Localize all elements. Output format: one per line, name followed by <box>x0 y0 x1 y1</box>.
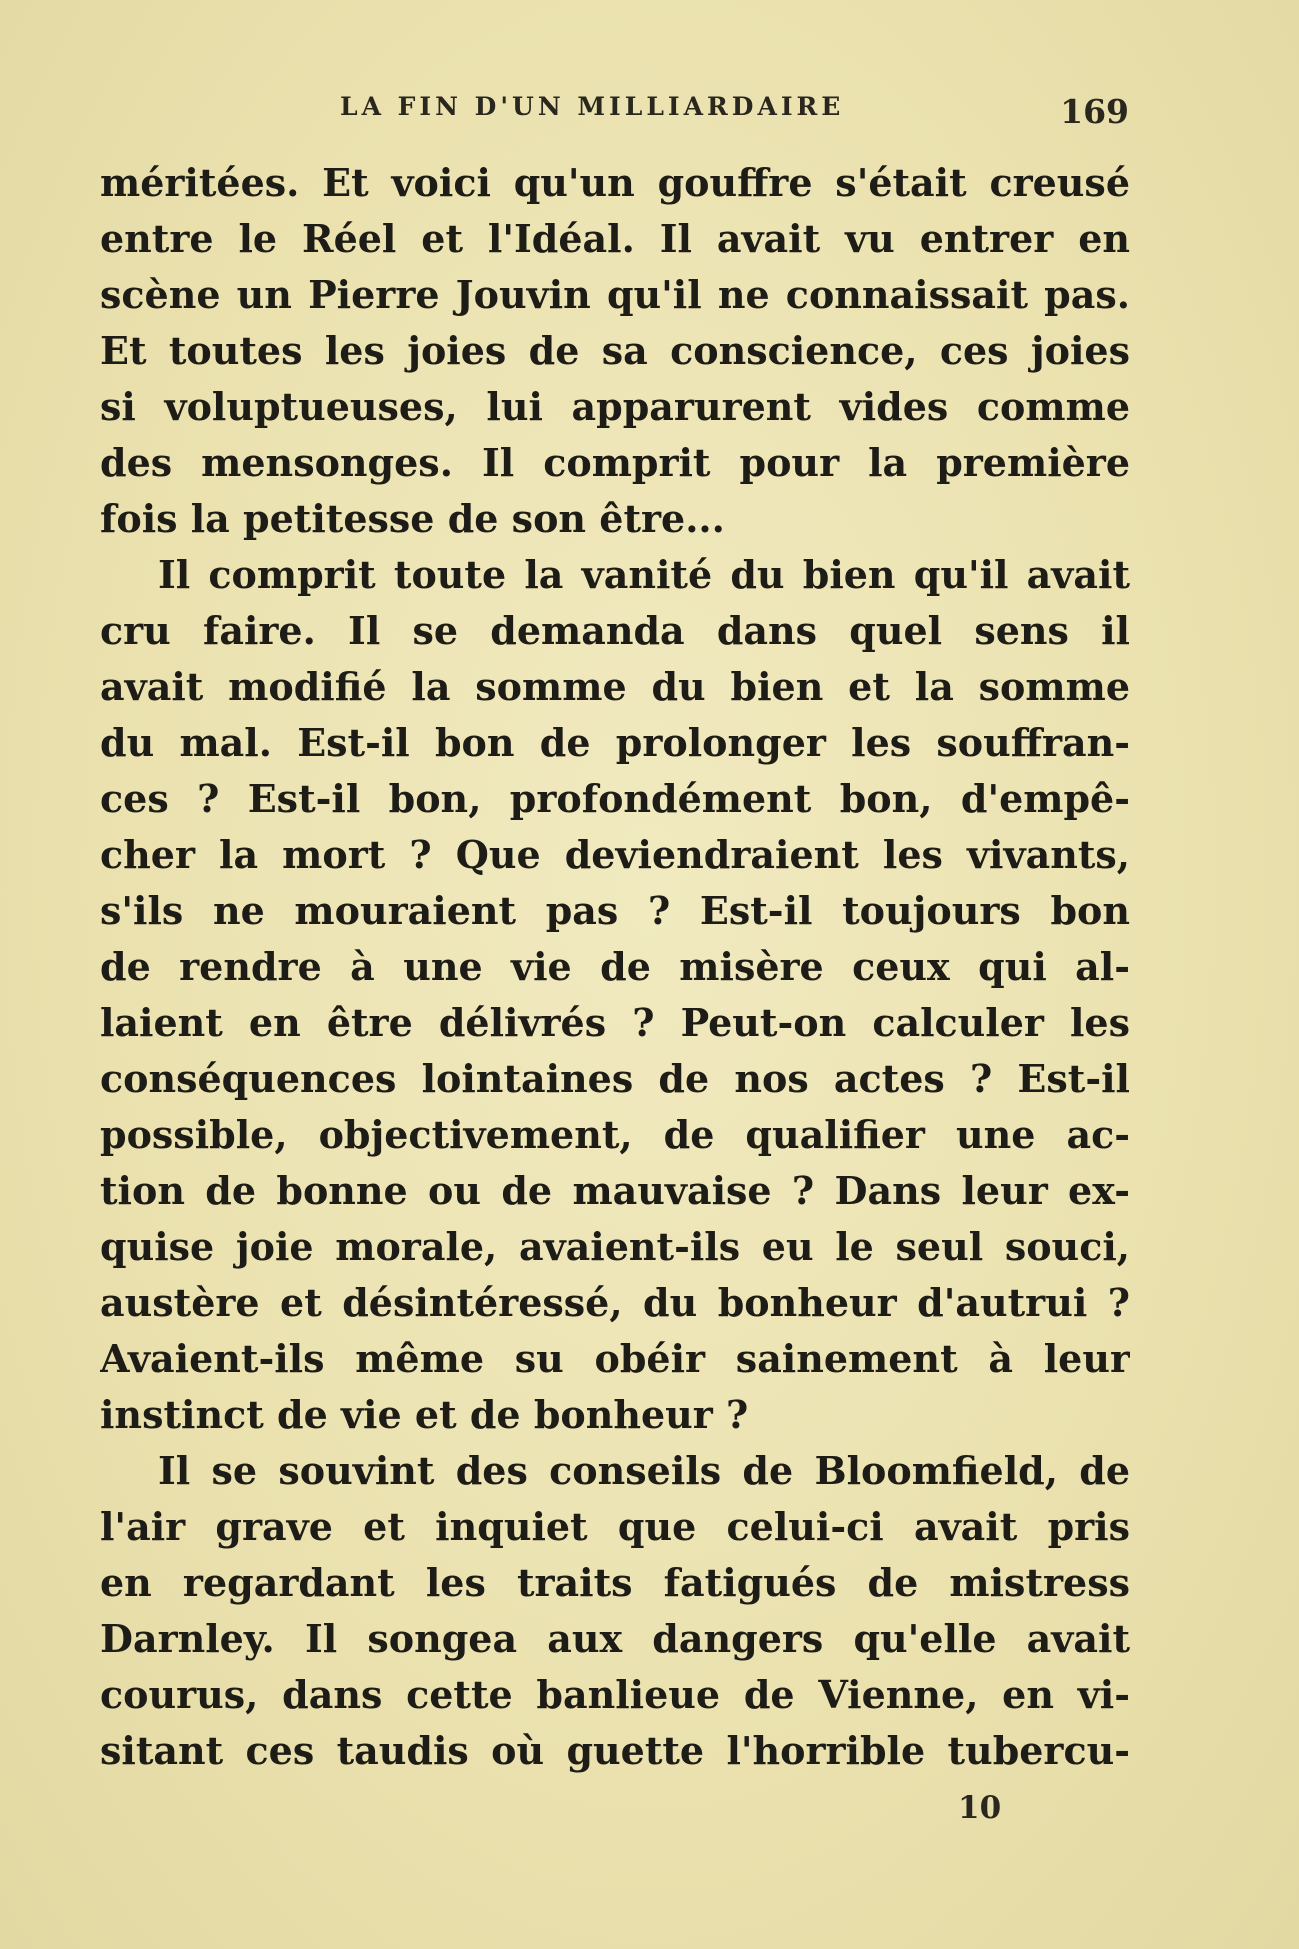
text-line: quise joie morale, avaient-ils eu le seul souci, <box>100 1224 1130 1269</box>
page-number: 169 <box>1060 92 1129 131</box>
running-head <box>100 92 1129 132</box>
text-line: instinct de vie et de bonheur ? <box>100 1392 749 1437</box>
text-line: ces ? Est-il bon, profondément bon, d'empê- <box>100 776 1130 821</box>
text-line: de rendre à une vie de misère ceux qui al- <box>100 944 1130 989</box>
text-line: Darnley. Il songea aux dangers qu'elle avait <box>100 1616 1130 1661</box>
text-line: du mal. Est-il bon de prolonger les souffran- <box>100 720 1130 765</box>
text-line: sitant ces taudis où guette l'horrible tubercu- <box>100 1728 1130 1773</box>
text-line: méritées. Et voici qu'un gouffre s'était creusé <box>100 160 1130 205</box>
text-line: des mensonges. Il comprit pour la première <box>100 440 1130 485</box>
text-line: si voluptueuses, lui apparurent vides comme <box>100 384 1130 429</box>
text-line: Et toutes les joies de sa conscience, ces joies <box>100 328 1130 373</box>
text-line: possible, objectivement, de qualifier une ac- <box>100 1112 1130 1157</box>
text-line: courus, dans cette banlieue de Vienne, en vi- <box>100 1672 1130 1717</box>
paragraph-1 <box>100 155 1130 547</box>
text-line: avait modifié la somme du bien et la somme <box>100 664 1130 709</box>
text-line: cher la mort ? Que deviendraient les vivants, <box>100 832 1130 877</box>
text-line: scène un Pierre Jouvin qu'il ne connaissait pas. <box>100 272 1130 317</box>
text-line: tion de bonne ou de mauvaise ? Dans leur ex- <box>100 1168 1130 1213</box>
body-text <box>100 155 1130 1779</box>
text-line: entre le Réel et l'Idéal. Il avait vu entrer en <box>100 216 1130 261</box>
text-line: s'ils ne mouraient pas ? Est-il toujours bon <box>100 888 1130 933</box>
running-title: LA FIN D'UN MILLIARDAIRE <box>340 92 845 121</box>
paragraph-3 <box>100 1443 1130 1779</box>
text-line: Il se souvint des conseils de Bloomfield, de <box>158 1448 1130 1493</box>
paragraph-2 <box>100 547 1130 1443</box>
text-line: conséquences lointaines de nos actes ? Est-il <box>100 1056 1130 1101</box>
text-line: laient en être délivrés ? Peut-on calculer les <box>100 1000 1130 1045</box>
text-line: en regardant les traits fatigués de mistress <box>100 1560 1130 1605</box>
text-line: austère et désintéressé, du bonheur d'autrui ? <box>100 1280 1130 1325</box>
text-line: Avaient-ils même su obéir sainement à leur <box>100 1336 1130 1381</box>
signature-mark: 10 <box>958 1790 1002 1826</box>
text-line: fois la petitesse de son être... <box>100 496 725 541</box>
text-line: cru faire. Il se demanda dans quel sens il <box>100 608 1130 653</box>
text-line: Il comprit toute la vanité du bien qu'il avait <box>158 552 1130 597</box>
text-line: l'air grave et inquiet que celui-ci avait pris <box>100 1504 1130 1549</box>
